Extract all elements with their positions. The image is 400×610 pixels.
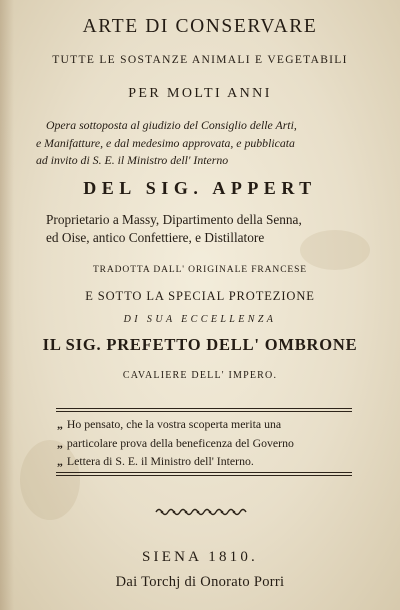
quote-mark: „ [57, 417, 63, 431]
book-subtitle: TUTTE LE SOSTANZE ANIMALI E VEGETABILI [52, 54, 348, 66]
author-roles [46, 211, 391, 247]
printer-imprint: Dai Torchj di Onorato Porri [115, 574, 285, 590]
author-role-line: Proprietario a Massy, Dipartimento della Senna, [46, 212, 302, 227]
book-subtitle-duration: PER MOLTI ANNI [128, 86, 272, 101]
book-title: ARTE DI CONSERVARE [82, 16, 318, 37]
work-note-line: e Manifatture, e dal medesimo approvata, e pubblicata [36, 135, 295, 150]
divider-rule [56, 408, 352, 409]
excellence-note: DI SUA ECCELLENZA [123, 314, 277, 325]
quote-mark: „ [57, 454, 63, 468]
translation-note: TRADOTTA DALL' ORIGINALE FRANCESE [92, 265, 308, 275]
author-name: DEL SIG. APPERT [83, 178, 317, 198]
prefect-name: IL SIG. PREFETTO DELL' OMBRONE [42, 335, 358, 354]
author-role-line: ed Oise, antico Confettiere, e Distillatore [46, 230, 265, 245]
quote-line: „ Lettera di S. E. il Ministro dell' Interno. [57, 454, 254, 468]
work-note-line: Opera sottoposta al giudizio del Consiglio delle Arti, [46, 118, 297, 132]
knight-title: CAVALIERE DELL' IMPERO. [122, 370, 278, 381]
work-note [36, 117, 386, 170]
divider-rule [56, 475, 352, 476]
quote-mark: „ [57, 435, 63, 450]
quote-line: „ Ho pensato, che la vostra scoperta merita una [57, 417, 282, 431]
scroll-ornament-icon [152, 505, 252, 519]
divider-rule [56, 472, 352, 473]
place-and-date: SIENA 1810. [141, 549, 259, 565]
protection-note: E SOTTO LA SPECIAL PROTEZIONE [85, 289, 315, 303]
epigraph-quote [57, 415, 367, 471]
quote-line: „ particolare prova della beneficenza del Governo [57, 435, 294, 450]
work-note-line: ad invito di S. E. il Ministro dell' Interno [36, 153, 229, 167]
divider-rule [56, 411, 352, 412]
